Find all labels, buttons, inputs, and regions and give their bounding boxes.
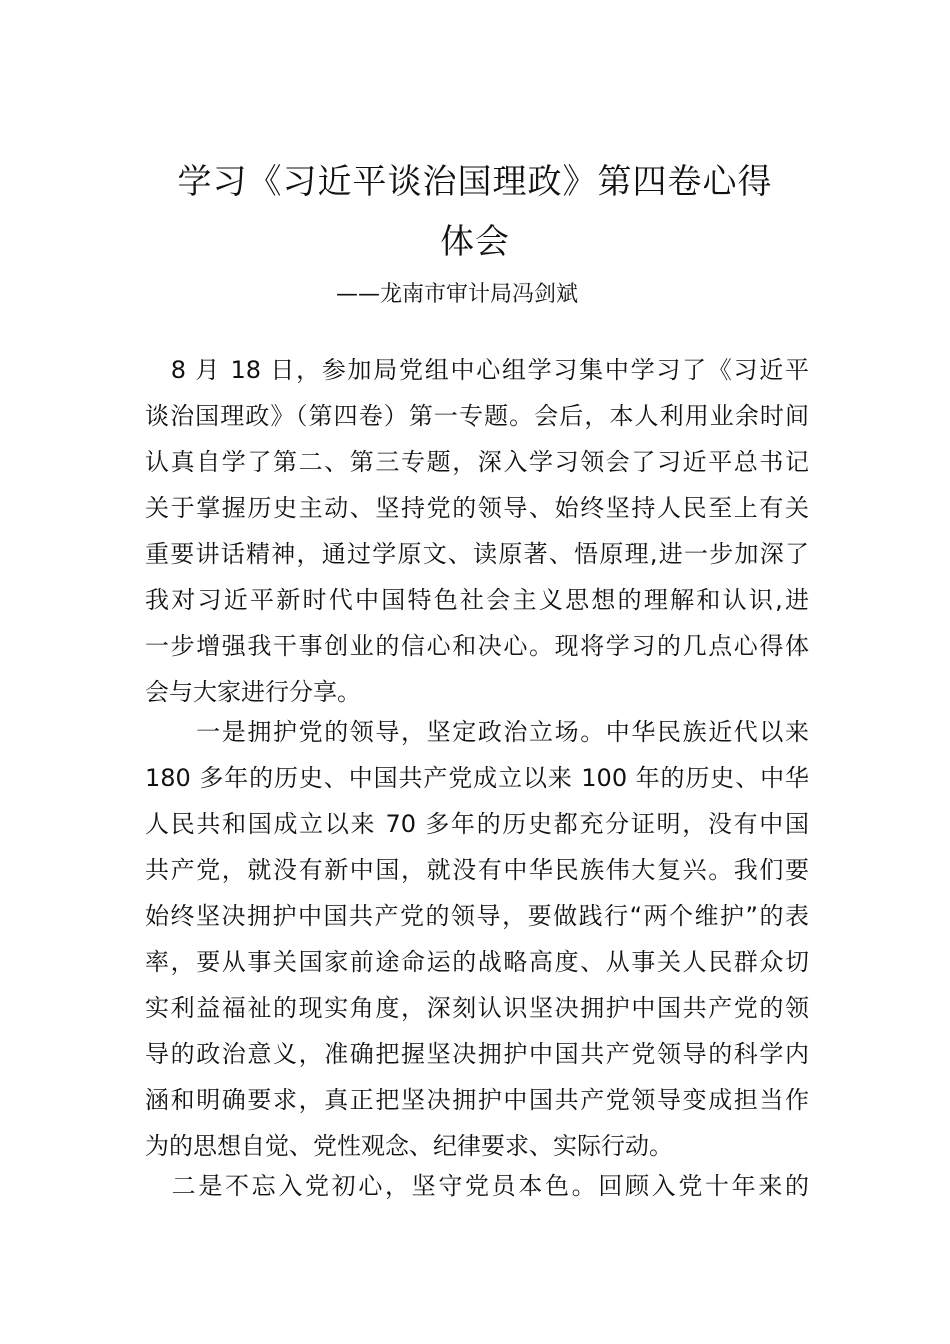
body-line: 率，要从事关国家前途命运的战略高度、从事关人民群众切: [145, 948, 809, 976]
document-title-line-1: 学习《习近平谈治国理政》第四卷心得: [177, 162, 773, 202]
body-line: 共产党，就没有新中国，就没有中华民族伟大复兴。我们要: [145, 856, 809, 884]
body-line: 始终坚决拥护中国共产党的领导，要做践行“两个维护”的表: [145, 902, 809, 930]
body-line: 二是不忘入党初心，坚守党员本色。回顾入党十年来的: [145, 1172, 809, 1200]
body-line: 8 月 18 日，参加局党组中心组学习集中学习了《习近平: [145, 356, 809, 384]
body-line: 一是拥护党的领导，坚定政治立场。中华民族近代以来: [145, 718, 809, 746]
body-line: 涵和明确要求，真正把坚决拥护中国共产党领导变成担当作: [145, 1086, 809, 1114]
body-line: 认真自学了第二、第三专题，深入学习领会了习近平总书记: [145, 448, 809, 476]
body-line: 实利益福祉的现实角度，深刻认识坚决拥护中国共产党的领: [145, 994, 809, 1022]
body-line: 关于掌握历史主动、坚持党的领导、始终坚持人民至上有关: [145, 494, 809, 522]
body-line: 会与大家进行分享。: [145, 678, 361, 706]
body-line: 人民共和国成立以来 70 多年的历史都充分证明，没有中国: [145, 810, 809, 838]
body-line: 谈治国理政》（第四卷）第一专题。会后，本人利用业余时间: [145, 402, 809, 430]
body-line: 一步增强我干事创业的信心和决心。现将学习的几点心得体: [145, 632, 809, 660]
body-line: 导的政治意义，准确把握坚决拥护中国共产党领导的科学内: [145, 1040, 809, 1068]
document-title-line-2: 体会: [440, 222, 510, 262]
body-line: 180 多年的历史、中国共产党成立以来 100 年的历史、中华: [145, 764, 809, 792]
body-line: 重要讲话精神，通过学原文、读原著、悟原理,进一步加深了: [145, 540, 809, 568]
author-byline: ——龙南市审计局冯剑斌: [336, 282, 579, 307]
body-line: 为的思想自觉、党性观念、纪律要求、实际行动。: [145, 1132, 673, 1160]
body-line: 我对习近平新时代中国特色社会主义思想的理解和认识,进: [145, 586, 809, 614]
